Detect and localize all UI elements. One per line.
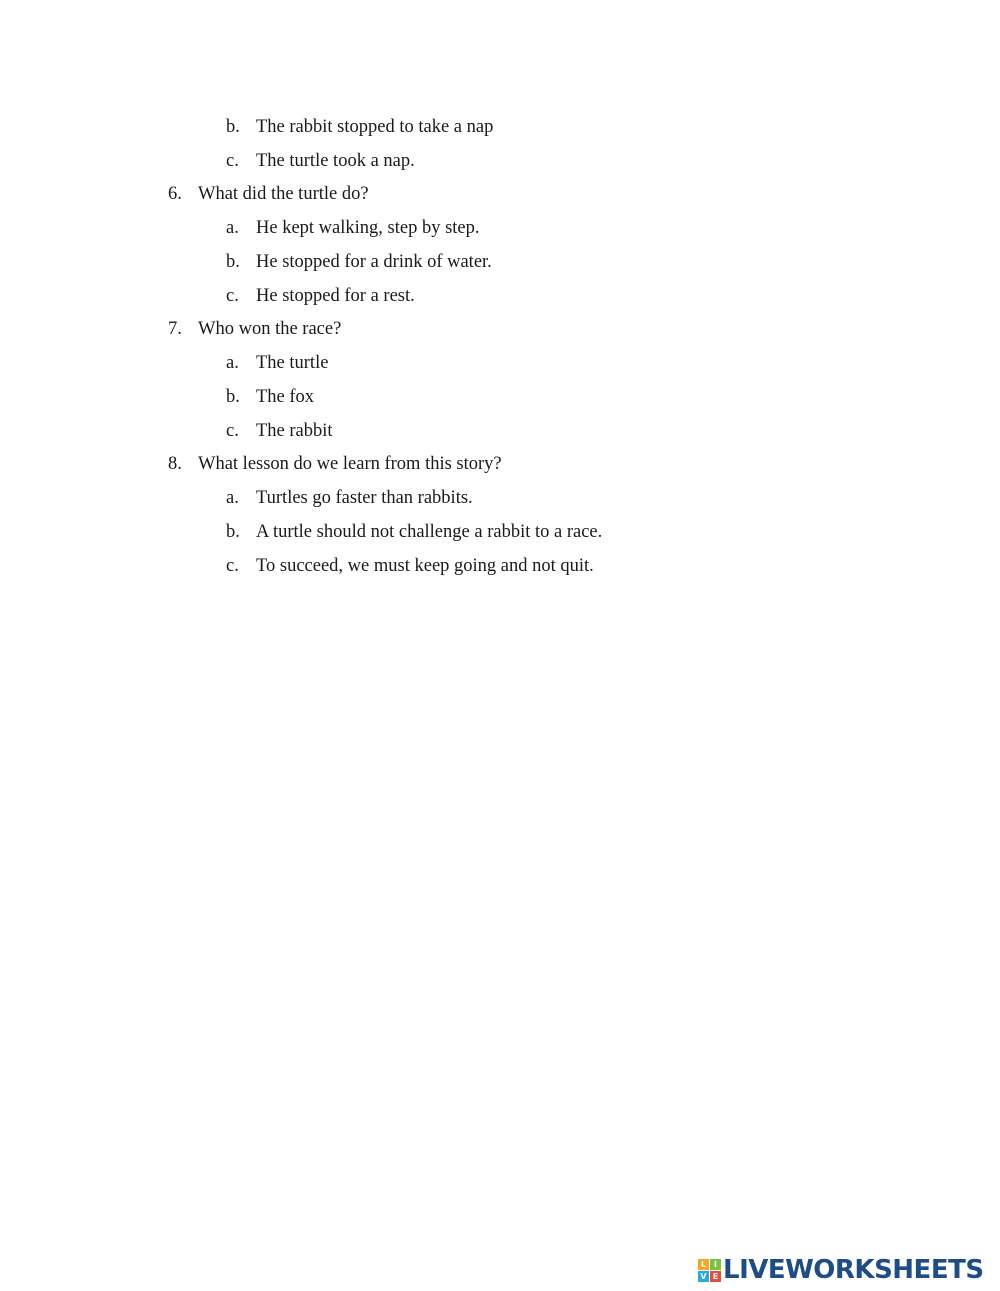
option-marker: c. [226,286,239,306]
option-text: The rabbit stopped to take a nap [256,117,494,137]
option-text: Turtles go faster than rabbits. [256,488,473,508]
option-text: He stopped for a drink of water. [256,252,492,272]
option-text: The fox [256,387,315,407]
option-marker: a. [226,218,239,238]
logo-tile-v: V [698,1271,709,1282]
logo-wordmark: LIVEWORKSHEETS [723,1255,984,1285]
option-marker: c. [226,421,239,441]
option-marker: a. [226,488,239,508]
option-marker: c. [226,556,239,576]
option-text: He stopped for a rest. [256,286,415,306]
option-text: The turtle took a nap. [256,151,415,171]
option-text: A turtle should not challenge a rabbit to a race. [256,522,603,542]
logo-tile-e: E [710,1271,721,1282]
logo-tile-i: I [710,1259,721,1270]
option-text: He kept walking, step by step. [256,218,480,238]
option-marker: c. [226,151,239,171]
option-text: The turtle [256,353,329,373]
option-text: The rabbit [256,421,333,441]
liveworksheets-logo [698,1255,984,1285]
option-marker: a. [226,353,239,373]
question-text: Who won the race? [198,319,342,339]
question-number: 7. [168,319,182,339]
option-marker: b. [226,522,240,542]
logo-tile-l: L [698,1259,709,1270]
question-number: 8. [168,454,182,474]
question-number: 6. [168,184,182,204]
option-text: To succeed, we must keep going and not quit. [256,556,594,576]
question-text: What lesson do we learn from this story? [198,454,502,474]
option-marker: b. [226,252,240,272]
question-text: What did the turtle do? [198,184,369,204]
option-marker: b. [226,117,240,137]
logo-icon [698,1259,721,1282]
option-marker: b. [226,387,240,407]
